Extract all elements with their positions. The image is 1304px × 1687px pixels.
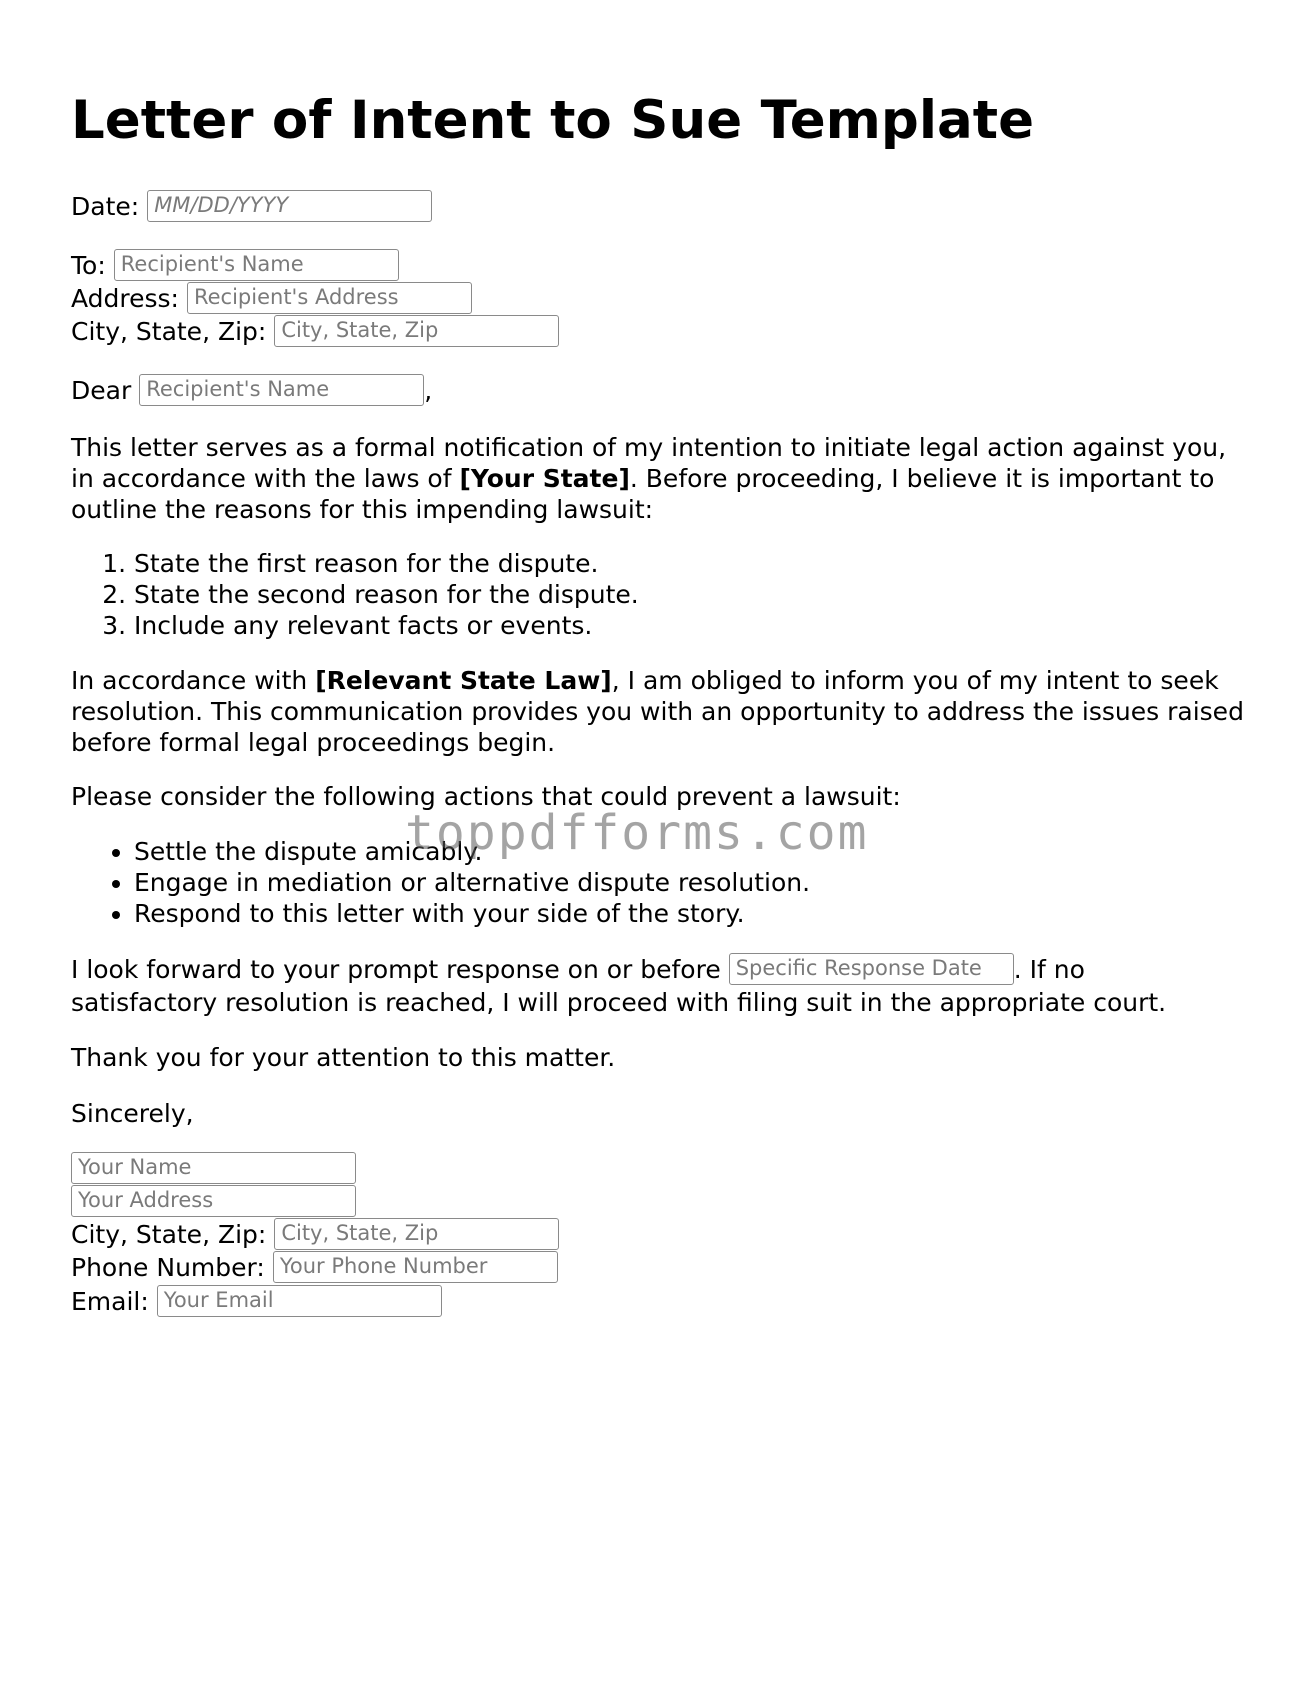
recipient-name-input[interactable]: Recipient's Name (114, 249, 399, 281)
law-text-2: , I am obliged to inform you of my intent to seek resolution. This communication provides you with an opportunity to address the issues raised before formal legal proceedings begin. (71, 666, 1244, 757)
city-state-zip-label: City, State, Zip: (71, 316, 267, 346)
list-item: 2. State the second reason for the dispute. (134, 579, 639, 610)
sender-phone-row (71, 1250, 558, 1284)
sender-city-label: City, State, Zip: (71, 1219, 267, 1249)
recipient-address-row (71, 281, 472, 315)
page-title: Letter of Intent to Sue Template (71, 90, 1035, 151)
closing-text: Sincerely, (71, 1098, 194, 1128)
sender-name-row (71, 1151, 356, 1185)
email-input[interactable]: Your Email (157, 1285, 442, 1317)
phone-label: Phone Number: (71, 1252, 265, 1282)
intro-text-1: This letter serves as a formal notification of my intention to initiate legal action against you, in accordance with the laws of (71, 433, 1227, 493)
recipient-address-input[interactable]: Recipient's Address (187, 282, 472, 314)
recipient-city-input[interactable]: City, State, Zip (274, 315, 559, 347)
sender-address-input[interactable]: Your Address (71, 1185, 356, 1217)
response-row-2 (71, 985, 1166, 1019)
intro-state-placeholder: [Your State] (459, 464, 630, 493)
list-item: 1. State the first reason for the dispute. (134, 548, 639, 579)
reasons-list (71, 548, 639, 641)
salutation-suffix: , (424, 375, 433, 405)
watermark: toppdfforms.com (405, 805, 869, 861)
thanks-text: Thank you for your attention to this matter. (71, 1042, 616, 1072)
response-text-1: I look forward to your prompt response on or before (71, 954, 721, 984)
sender-city-input[interactable]: City, State, Zip (274, 1218, 559, 1250)
response-text-2: . If no (1013, 954, 1085, 984)
intro-text-2: . Before proceeding, I believe it is important to outline the reasons for this impending lawsuit: (71, 464, 1215, 524)
to-label: To: (71, 250, 106, 280)
email-label: Email: (71, 1286, 149, 1316)
thanks-row (71, 1040, 615, 1074)
date-input[interactable]: MM/DD/YYYY (147, 190, 432, 222)
closing-row (71, 1096, 194, 1130)
intro-paragraph (71, 432, 1246, 525)
list-item: • Respond to this letter with your side of the story. (134, 898, 810, 929)
sender-email-row (71, 1284, 442, 1318)
address-label: Address: (71, 283, 179, 313)
response-row (71, 952, 1085, 986)
law-paragraph (71, 665, 1246, 758)
phone-input[interactable]: Your Phone Number (273, 1251, 558, 1283)
actions-list (71, 836, 810, 929)
sender-name-input[interactable]: Your Name (71, 1152, 356, 1184)
list-item: 3. Include any relevant facts or events. (134, 610, 639, 641)
date-label: Date: (71, 191, 140, 221)
response-date-input[interactable]: Specific Response Date (729, 953, 1014, 985)
actions-intro: Please consider the following actions that could prevent a lawsuit: (71, 782, 901, 811)
list-item: • Settle the dispute amicably. (134, 836, 810, 867)
salutation-name-input[interactable]: Recipient's Name (139, 374, 424, 406)
date-row (71, 189, 432, 223)
response-text-3: satisfactory resolution is reached, I will proceed with filing suit in the appropriate court. (71, 987, 1167, 1017)
sender-address-row (71, 1184, 356, 1218)
sender-city-row (71, 1217, 559, 1251)
list-item: • Engage in mediation or alternative dispute resolution. (134, 867, 810, 898)
salutation-prefix: Dear (71, 375, 132, 405)
recipient-name-row (71, 248, 399, 282)
law-placeholder: [Relevant State Law] (315, 666, 612, 695)
recipient-city-row (71, 314, 559, 348)
salutation-row (71, 373, 432, 407)
law-text-1: In accordance with (71, 666, 316, 695)
